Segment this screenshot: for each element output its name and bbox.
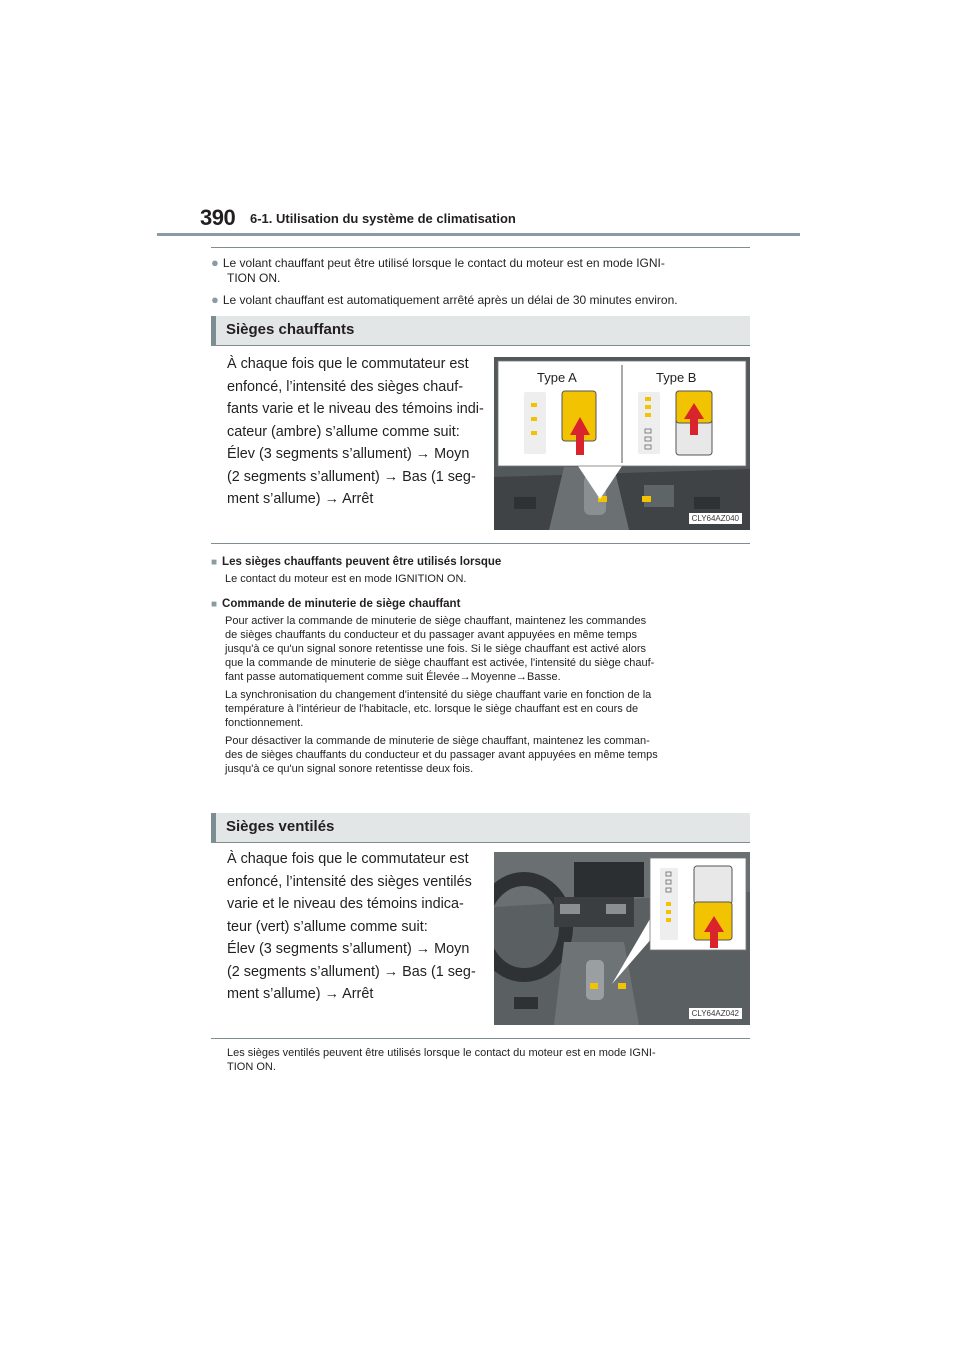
note-heated-seats-usage: ■ Les sièges chauffants peuvent être utilisés lorsque Le contact du moteur est en mode IGNITION ON.: [211, 556, 502, 585]
ventilated-seats-illustration: [494, 852, 750, 1025]
heated-seats-description: À chaque fois que le commutateur est enfoncé, l’intensité des sièges chauf- fants varie et le niveau des témoins indi- cateur (ambre) s’allume comme suit: Élev (3 segments s’allument) → Moyn (2 segments s’allument) → Bas (1 seg- ment s’allume) → Arrêt: [227, 356, 484, 507]
heading-text: Sièges chauffants: [226, 321, 355, 338]
bullet-dot-icon: ●: [211, 255, 219, 270]
divider: [211, 345, 750, 346]
header-rule: [157, 233, 800, 236]
bullet-item: ● Le volant chauffant peut être utilisé lorsque le contact du moteur est en mode IGNI-: [211, 255, 665, 270]
divider: [211, 842, 750, 843]
square-bullet-icon: ■: [211, 557, 218, 568]
divider: [211, 247, 750, 248]
ventilated-seats-description: À chaque fois que le commutateur est enfoncé, l’intensité des sièges ventilés varie et le niveau des témoins indica- teur (vert) s’allume comme suit: Élev (3 segments s’allument) → Moyn (2 segments s’allument) → Bas (1 seg- ment s’allume) → Arrêt: [227, 851, 476, 1002]
note-heated-seat-timer: ■ Commande de minuterie de siège chauffant Pour activer la commande de minuterie de siège chauffant, maintenez les commandes de sièges chauffants du conducteur et du passager avant appuyées en même temps jusqu'à ce qu'un signal sonore retentisse une fois. Si le siège chauffant est activé alors que la commande de minuterie de siège chauffant est activée, l'intensité du siège chauf- fant passe automatiquement comme suit Élevée→Moyenne→Basse. La synchronisation du changement d'intensité du siège chauffant varie en fonction de la température à l'intérieur de l'habitacle, etc. lorsque le siège chauffant est en cours de fonctionnement. Pour désactiver la commande de minuterie de siège chauffant, maintenez les comman- des de sièges chauffants du conducteur et du passager avant appuyées en même temps jusqu'à ce qu'un signal sonore retentisse deux fois.: [211, 598, 658, 775]
bullet-item: ● Le volant chauffant est automatiquement arrêté après un délai de 30 minutes environ.: [211, 292, 678, 307]
bullet-item-continuation: TION ON.: [227, 271, 281, 285]
type-a-label: Type A: [537, 370, 577, 385]
divider: [211, 543, 750, 544]
figure-code: CLY64AZ042: [689, 1008, 742, 1019]
page-number: 390: [200, 205, 236, 230]
type-b-label: Type B: [656, 370, 697, 385]
heated-seats-illustration: [494, 357, 750, 530]
section-heading-ventilated-seats: [211, 813, 750, 842]
heading-text: Sièges ventilés: [226, 818, 335, 835]
bullet-dot-icon: ●: [211, 292, 219, 307]
ventilated-seats-figure: [494, 852, 750, 1025]
square-bullet-icon: ■: [211, 599, 218, 610]
divider: [211, 1038, 750, 1039]
ventilated-seats-usage-note: Les sièges ventilés peuvent être utilisés lorsque le contact du moteur est en mode IGNI- TION ON.: [227, 1047, 656, 1073]
heated-seats-figure: [494, 357, 750, 530]
section-heading-heated-seats: [211, 316, 750, 345]
figure-code: CLY64AZ040: [689, 513, 742, 524]
section-title: 6-1. Utilisation du système de climatisation: [250, 211, 516, 226]
